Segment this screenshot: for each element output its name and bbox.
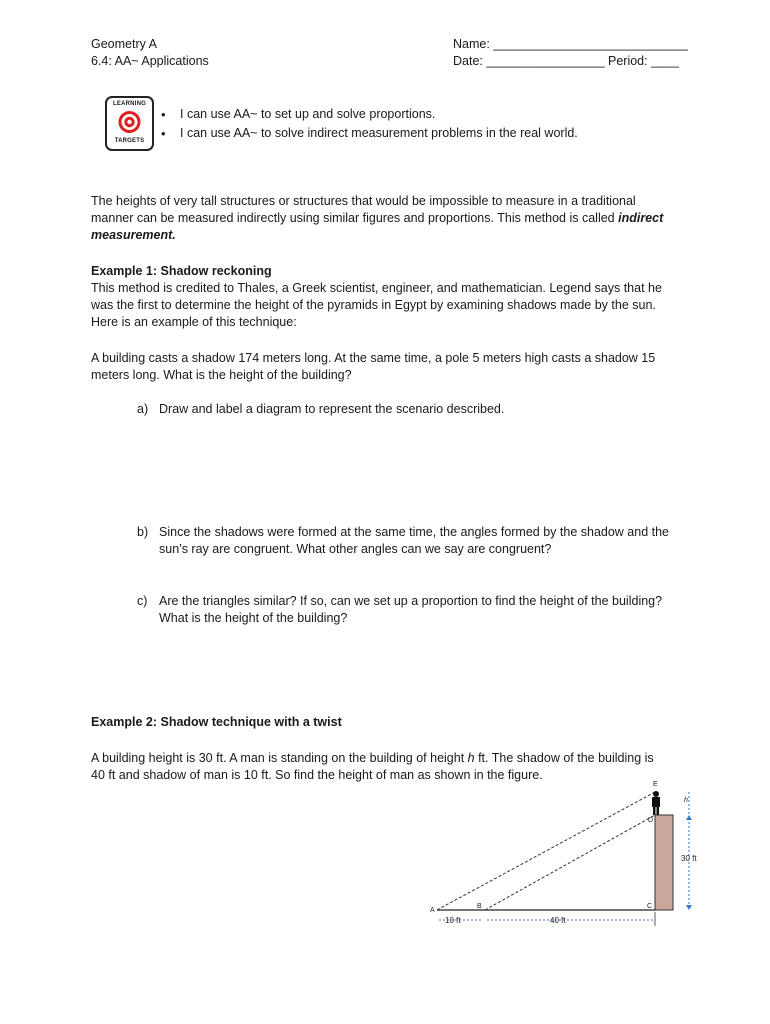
badge-top-text: LEARNING (113, 101, 146, 107)
name-field: Name: ____________________________ (453, 37, 688, 51)
question-b (137, 524, 717, 564)
arrow-up-icon (686, 815, 692, 820)
label-10ft: 10 ft (445, 916, 461, 925)
example2-line (91, 750, 691, 767)
question-text: What is the height of the building? (159, 611, 348, 625)
question-label: b) (137, 525, 149, 539)
label-30ft: 30 ft (681, 854, 697, 863)
shadow-figure (425, 778, 715, 930)
question-label: a) (137, 402, 149, 416)
intro-line (91, 227, 691, 244)
example2-text: A building height is 30 ft. A man is standing on the building of height (91, 751, 468, 765)
example1-line: was the first to determine the height of the pyramids in Egypt by examining shadows made by the sun. (91, 298, 656, 312)
learning-targets-list (158, 105, 578, 143)
question-text: Since the shadows were formed at the same time, the angles formed by the shadow and the (159, 525, 670, 539)
problem-line: A building casts a shadow 174 meters long. At the same time, a pole 5 meters high casts a shadow 15 (91, 351, 656, 365)
variable-h: h (467, 751, 475, 765)
label-C: C (647, 903, 653, 910)
target-item: • I can use AA~ to solve indirect measurement problems in the real world. (158, 124, 578, 143)
question-label: c) (137, 594, 148, 608)
arrow-down-icon (686, 905, 692, 910)
example1-line: This method is credited to Thales, a Greek scientist, engineer, and mathematician. Legend says that he (91, 281, 662, 295)
question-a (137, 401, 697, 421)
example2-text: ft. The shadow of the building is (474, 751, 654, 765)
target-item: • I can use AA~ to set up and solve proportions. (158, 105, 578, 124)
example2-heading: Example 2: Shadow technique with a twist (91, 715, 342, 729)
badge-bottom-text: TARGETS (114, 138, 145, 144)
example2-line: 40 ft and shadow of man is 10 ft. So find the height of man as shown in the figure. (91, 768, 543, 782)
intro-text: manner can be measured indirectly using similar figures and proportions. This method is called (91, 211, 619, 225)
man-figure (652, 791, 660, 815)
label-B: B (477, 903, 482, 910)
example1-paragraph (91, 280, 691, 331)
building (655, 815, 673, 910)
label-40ft: 40 ft (550, 916, 566, 925)
example1-problem (91, 350, 691, 384)
intro-paragraph (91, 193, 691, 244)
example1-line: Here is an example of this technique: (91, 315, 297, 329)
question-c (137, 593, 717, 633)
problem-line: meters long. What is the height of the building? (91, 368, 352, 382)
example1-heading: Example 1: Shadow reckoning (91, 264, 272, 278)
question-text: Draw and label a diagram to represent the scenario described. (159, 402, 505, 416)
label-D: D (648, 817, 654, 824)
sun-ray-top (437, 792, 655, 910)
label-A: A (430, 907, 435, 914)
label-h: h (684, 797, 688, 804)
intro-line (91, 210, 691, 227)
term-indirect: indirect (618, 211, 664, 225)
question-text: Are the triangles similar? If so, can we set up a proportion to find the height of the building? (159, 594, 663, 608)
date-period-field: Date: _________________ Period: ____ (453, 54, 679, 68)
sun-ray-building (485, 815, 655, 910)
learning-targets-badge (105, 96, 154, 151)
lesson-title: 6.4: AA~ Applications (91, 54, 209, 68)
term-measurement: measurement. (91, 228, 176, 242)
label-E: E (653, 781, 658, 788)
intro-line: The heights of very tall structures or structures that would be impossible to measure in a traditional (91, 194, 636, 208)
question-text: sun’s ray are congruent. What other angles can we say are congruent? (159, 542, 552, 556)
course-title: Geometry A (91, 37, 157, 51)
